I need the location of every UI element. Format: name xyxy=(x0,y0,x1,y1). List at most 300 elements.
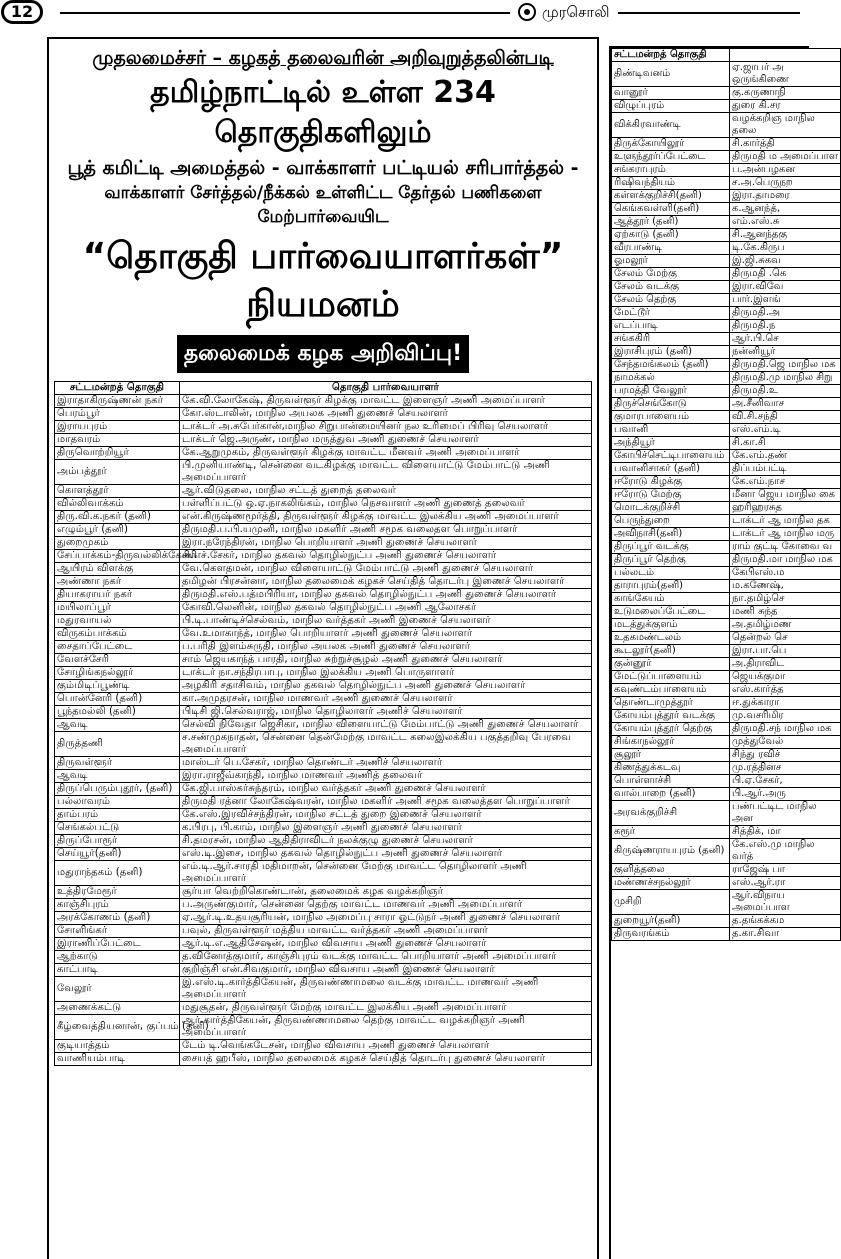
constituency-cell: ஆயிரம் விளக்கு xyxy=(55,563,180,576)
constituency-cell: குமாரபாளையம் xyxy=(612,411,730,424)
table-row xyxy=(55,886,592,899)
observer-cell: துரை கி.சர xyxy=(730,100,841,113)
table-row xyxy=(55,693,592,706)
observer-cell: ச.சண்முகநாதன், சென்னை தென்மேற்கு மாவட்ட கலைஇலக்கிய பகுத்தறிவு பேரவை அமைப்பாளர் xyxy=(180,732,592,757)
constituency-cell: திருப்பூர் தெற்கு xyxy=(612,554,730,567)
side-column-header-observer xyxy=(730,49,841,62)
table-row xyxy=(55,421,592,434)
observer-cell: வழக்கறிஞ மாநில தலை xyxy=(730,113,841,138)
constituency-cell: அரவக்குறிச்சி xyxy=(612,801,730,826)
constituency-cell: உதகமண்டலம் xyxy=(612,632,730,645)
table-row xyxy=(612,749,841,762)
observer-cell: என்.கிருஷ்ணமூர்த்தி, திருவள்ளூர் கிழக்கு மாவட்ட இலக்கிய அணி அமைப்பாளர் xyxy=(180,511,592,524)
table-row xyxy=(55,563,592,576)
constituency-cell: விக்கிரவாண்டி xyxy=(612,113,730,138)
constituency-cell: மாதவரம் xyxy=(55,434,180,447)
observer-cell: ப.அன்பழகன xyxy=(730,164,841,177)
table-row xyxy=(55,524,592,537)
masthead xyxy=(510,0,618,24)
constituency-cell: வேலூர் xyxy=(55,977,180,1002)
constituency-cell: மயிலாப்பூர் xyxy=(55,602,180,615)
observer-cell: இரா.தாமரை xyxy=(730,190,841,203)
table-row xyxy=(612,541,841,554)
table-row xyxy=(55,925,592,938)
constituency-cell: கொளத்தூர் xyxy=(55,485,180,498)
rising-sun-emblem-icon xyxy=(518,3,536,21)
observer-cell: எம்.எஸ்.சு xyxy=(730,216,841,229)
constituency-cell: திருவரங்கம் xyxy=(612,928,730,941)
constituency-cell: ஆவடி xyxy=(55,719,180,732)
observer-cell: அ.சீனிவாச xyxy=(730,398,841,411)
constituency-cell: சங்ககிரி xyxy=(612,333,730,346)
constituency-cell: பெருந்துறை xyxy=(612,515,730,528)
observer-cell: கே.எம்.நாச xyxy=(730,476,841,489)
constituency-cell: மடத்துக்குளம் xyxy=(612,619,730,632)
observer-cell: திருமதி.மு மாநில சிறு xyxy=(730,372,841,385)
table-row xyxy=(612,359,841,372)
observer-cell: அழகிரி சதாசிவம், மாநில தகவல் தொழில்நுட்ப அணி துணைச் செயலாளர் xyxy=(180,680,592,693)
table-row xyxy=(612,424,841,437)
constituency-cell: துறையூர்(தனி) xyxy=(612,915,730,928)
table-row xyxy=(612,671,841,684)
constituency-cell: பரமத்தி வேலூர் xyxy=(612,385,730,398)
headline-block xyxy=(49,39,597,329)
observer-cell: ஹரிஹரசுத xyxy=(730,502,841,515)
observer-cell: இரா.நரேந்திரன், மாநில பொறியாளர் அணி துணைச் செயலாளர் xyxy=(180,537,592,550)
observer-cell: திருமதி.சந் மாநில மக xyxy=(730,723,841,736)
constituency-cell: பல்லாவரம் xyxy=(55,796,180,809)
constituency-cell: சங்கராபுரம் xyxy=(612,164,730,177)
constituency-cell: கள்ளக்குறிச்சி(தனி) xyxy=(612,190,730,203)
observer-cell: டாக்டர் நா.சந்திரபாபு, மாநில இலக்கிய அணி பொருளாளர் xyxy=(180,667,592,680)
table-row xyxy=(612,528,841,541)
constituency-cell: திருப்பூர் வடக்கு xyxy=(612,541,730,554)
table-row xyxy=(55,977,592,1002)
table-row xyxy=(612,839,841,864)
table-row xyxy=(612,87,841,100)
observer-cell: குறிஞ்சி என்.சிவகுமார், மாநில விவசாய அணி இணைச் செயலாளர் xyxy=(180,964,592,977)
headline-line-1: முதலமைச்சர் – கழகத் தலைவரின் அறிவுறுத்தலின்படி xyxy=(92,47,554,69)
table-row xyxy=(612,372,841,385)
table-row xyxy=(55,550,592,563)
table-row xyxy=(612,307,841,320)
observer-cell: ஆர்.டி.எ.ஆதிசேஷன், மாநில விவசாய அணி துணைச் செயலாளர் xyxy=(180,938,592,951)
observer-cell: சி.கா.சி xyxy=(730,437,841,450)
observer-cell: வி.சி.சந்தி xyxy=(730,411,841,424)
constituency-cell: விழுப்புரம் xyxy=(612,100,730,113)
observer-cell: இரா.ராஜீவ்காந்தி, மாநில மாணவர் அணித் தலைவர் xyxy=(180,770,592,783)
table-row xyxy=(612,890,841,915)
observer-cell: இ.ஜி.சுகவ xyxy=(730,255,841,268)
observer-cell: நன்னியூர் xyxy=(730,346,841,359)
observer-cell: திருமதி.அ xyxy=(730,307,841,320)
constituency-cell: கவுண்டம்பாளையம் xyxy=(612,684,730,697)
constituency-cell: செய்யூர்(தனி) xyxy=(55,848,180,861)
table-row xyxy=(55,447,592,460)
constituency-cell: ஆத்தூர் (தனி) xyxy=(612,216,730,229)
table-row xyxy=(612,164,841,177)
observer-cell: சி.ஆனந்தகு xyxy=(730,229,841,242)
table-row xyxy=(612,151,841,164)
constituency-cell: கோயம்புத்தூர் தெற்கு xyxy=(612,723,730,736)
table-row xyxy=(55,589,592,602)
observer-cell: கே.எஸ்.மு மாநில வர்த் xyxy=(730,839,841,864)
observer-cell: இ.எஸ்.டி.கார்த்திகேயன், திருவண்ணாமலை வடக்கு மாவட்ட மாணவர் அணி அமைப்பாளர் xyxy=(180,977,592,1002)
constituency-cell: திண்டிவனம் xyxy=(612,62,730,87)
table-row xyxy=(612,450,841,463)
constituency-cell: தியாகராயர் நகர் xyxy=(55,589,180,602)
constituency-cell: குடியாத்தம் xyxy=(55,1040,180,1053)
constituency-cell: சைதாப்பேட்டை xyxy=(55,641,180,654)
constituency-cell: பொள்ளாச்சி xyxy=(612,775,730,788)
constituency-cell: மேட்டூர் xyxy=(612,307,730,320)
constituency-cell: உத்திரமேரூர் xyxy=(55,886,180,899)
announcement-banner: தலைமைக் கழக அறிவிப்பு! xyxy=(177,335,469,373)
table-row xyxy=(612,502,841,515)
constituency-cell: ஆவடி xyxy=(55,770,180,783)
table-row xyxy=(612,762,841,775)
table-row xyxy=(612,333,841,346)
observer-cell: ஆர்.விடுதலை, மாநில சட்டத் துறைத் தலைவர் xyxy=(180,485,592,498)
observer-cell: இரா.விவே xyxy=(730,281,841,294)
observer-cell: ஆர்.பி.செ xyxy=(730,333,841,346)
observer-cell: ச.அ.பெருநற xyxy=(730,177,841,190)
constituency-cell: கோயம்புத்தூர் வடக்கு xyxy=(612,710,730,723)
constituency-cell: திரு.வி.க.நகர் (தனி) xyxy=(55,511,180,524)
table-row xyxy=(612,775,841,788)
observer-cell: டாக்டர் அ.சுபேர்கான்,மாநில சிறுபான்மையினர் நல உரிமைப் பிரிவு செயலாளர் xyxy=(180,421,592,434)
constituency-cell: கெங்கவள்ளி(தனி) xyxy=(612,203,730,216)
constituency-cell: துறைமுகம் xyxy=(55,537,180,550)
observer-cell: ம.கணேஷ், xyxy=(730,580,841,593)
constituency-cell: காஞ்சிபுரம் xyxy=(55,899,180,912)
observer-cell: ஏ.ஜாபர் அ ஒருங்கிணை xyxy=(730,62,841,87)
observer-cell: பி.டி.பாண்டிச்செல்வம், மாநில வர்த்தகர் அணி இணைச் செயலாளர் xyxy=(180,615,592,628)
observer-cell: கே.எஸ்.இரவிச்சந்திரன், மாநில சட்டத் துறை இணைச் செயலாளர் xyxy=(180,809,592,822)
constituency-cell: அந்தியூர் xyxy=(612,437,730,450)
observer-cell: பார்.இளங் xyxy=(730,294,841,307)
top-strip xyxy=(0,0,800,26)
table-row xyxy=(55,835,592,848)
constituency-cell: உடுமலைப்பேட்டை xyxy=(612,606,730,619)
table-row xyxy=(612,801,841,826)
table-row xyxy=(612,658,841,671)
table-row xyxy=(612,411,841,424)
observer-cell: எஸ்.எம்.டி xyxy=(730,424,841,437)
observer-cell: திருமதி.ந xyxy=(730,320,841,333)
table-row xyxy=(612,437,841,450)
observer-cell: வே.உமாகாந்த், மாநில பொறியாளர் அணி துணைச் செயலாளர் xyxy=(180,628,592,641)
observer-cell: மு.வசரிமிர xyxy=(730,710,841,723)
observer-cell: பள்ளிப்பட்டு ஒ.ஏ.நாகலிங்கம், மாநில நெசவாளர் அணி துணைத் தலைவர் xyxy=(180,498,592,511)
observer-table xyxy=(54,381,592,1066)
constituency-cell: திருத்தணி xyxy=(55,732,180,757)
observer-cell: மதுசூதன், திருவள்ளூர் மேற்கு மாவட்ட இலக்கிய அணி அமைப்பாளர் xyxy=(180,1002,592,1015)
constituency-cell: பவானி xyxy=(612,424,730,437)
observer-cell: கா.அமுதரசன், மாநில மாணவர் அணி துணைச் செயலாளர் xyxy=(180,693,592,706)
constituency-cell: சோளிங்கர் xyxy=(55,925,180,938)
table-row xyxy=(612,554,841,567)
table-row xyxy=(612,877,841,890)
constituency-cell: ரிஷிவந்தியம் xyxy=(612,177,730,190)
table-row xyxy=(612,515,841,528)
table-row xyxy=(612,489,841,502)
constituency-cell: கூடலூர்(தனி) xyxy=(612,645,730,658)
constituency-cell: வானூர் xyxy=(612,87,730,100)
observer-cell: கே.ஆறுமுகம், திருவள்ளூர் கிழக்கு மாவட்ட மீனவர் அணி அமைப்பாளர் xyxy=(180,447,592,460)
constituency-cell: மேட்டுப்பாளையம் xyxy=(612,671,730,684)
table-row xyxy=(612,229,841,242)
constituency-cell: ஏற்காடு (தனி) xyxy=(612,229,730,242)
constituency-cell: வீரபாண்டி xyxy=(612,242,730,255)
side-table-header-row xyxy=(612,49,841,62)
constituency-cell: இராதாகிருஷ்ணன் நகர் xyxy=(55,395,180,408)
table-row xyxy=(612,645,841,658)
constituency-cell: கரூர் xyxy=(612,826,730,839)
table-row xyxy=(55,912,592,925)
observer-cell: முத்துவேல் xyxy=(730,736,841,749)
table-row xyxy=(55,964,592,977)
table-row xyxy=(612,684,841,697)
constituency-cell: அண்ணா நகர் xyxy=(55,576,180,589)
observer-cell: திருமதி.ஜெ மாநில மக xyxy=(730,359,841,372)
table-row xyxy=(55,434,592,447)
table-row xyxy=(612,242,841,255)
constituency-cell: வேளச்சேரி xyxy=(55,654,180,667)
observer-cell: சி.தமரசன், மாநில ஆதிதிராவிடர் நலக்குழு துணைச் செயலாளர் xyxy=(180,835,592,848)
table-row xyxy=(612,268,841,281)
table-row xyxy=(612,294,841,307)
observer-cell: த.கா.சிவா xyxy=(730,928,841,941)
constituency-cell: ஈரோடு கிழக்கு xyxy=(612,476,730,489)
constituency-cell: சேந்தமங்கலம் (தனி) xyxy=(612,359,730,372)
table-row xyxy=(55,576,592,589)
observer-cell: கோ.ஸ்டாலின், மாநில அயலக அணி துணைச் செயலாளர் xyxy=(180,408,592,421)
constituency-cell: குன்னூர் xyxy=(612,658,730,671)
constituency-cell: கோபிச்செட்டிபாளையம் xyxy=(612,450,730,463)
constituency-cell: அவிநாசி(தனி) xyxy=(612,528,730,541)
table-row xyxy=(55,395,592,408)
table-row xyxy=(55,938,592,951)
table-row xyxy=(55,951,592,964)
headline-line-3: பூத் கமிட்டி அமைத்தல் - வாக்காளர் பட்டியல் சரிபார்த்தல் - xyxy=(67,157,579,179)
table-row xyxy=(55,654,592,667)
side-table-body xyxy=(612,62,841,941)
constituency-cell: சூலூர் xyxy=(612,749,730,762)
observer-cell: சி.எச்.சேகர், மாநில தகவல் தொழில்நுட்ப அணி துணைச் செயலாளர் xyxy=(180,550,592,563)
observer-cell: ராஜேஷ் பா xyxy=(730,864,841,877)
observer-cell: திருமதி ம அமைப்பாள xyxy=(730,151,841,164)
table-row xyxy=(612,398,841,411)
table-row xyxy=(612,62,841,87)
constituency-cell: தாராபுரம்(தனி) xyxy=(612,580,730,593)
observer-cell: பிடிசி ஜி.செல்வராஜ், மாநில தொழிலாளர் அணிச் செயலாளர் xyxy=(180,706,592,719)
table-row xyxy=(55,899,592,912)
table-row xyxy=(55,1040,592,1053)
observer-cell: சூர்யா வெற்றிகொண்டான், தலைமைக் கழக வழக்கறிஞர் xyxy=(180,886,592,899)
headline-line-2: தமிழ்நாட்டில் உள்ள 234 தொகுதிகளிலும் xyxy=(150,75,496,150)
constituency-cell: கிருஷ்ணராயபுரம் (தனி) xyxy=(612,839,730,864)
table-row xyxy=(612,826,841,839)
table-row xyxy=(612,346,841,359)
observer-cell: தென்றல் செ xyxy=(730,632,841,645)
table-row xyxy=(55,615,592,628)
observer-cell: கு.கருணாநி xyxy=(730,87,841,100)
table-row xyxy=(612,580,841,593)
observer-cell: பவுல், திருவள்ளூர் மத்திய மாவட்ட வர்த்தகர் அணி அமைப்பாளர் xyxy=(180,925,592,938)
observer-cell: வே.கௌதமன், மாநில விளையாட்டு மேம்பாட்டு அணி துணைச் செயலாளர் xyxy=(180,563,592,576)
observer-cell: நா.தமிழ்செ xyxy=(730,593,841,606)
observer-cell: இரா.பா.பெ xyxy=(730,645,841,658)
constituency-cell: கும்மிடிப்பூண்டி xyxy=(55,680,180,693)
table-row xyxy=(55,1053,592,1066)
constituency-cell: சிங்காநல்லூர் xyxy=(612,736,730,749)
constituency-cell: ஓமலூர் xyxy=(612,255,730,268)
observer-cell: செல்வி நிவேதா ஜெசிகா, மாநில விளையாட்டு மேம்பாட்டு அணி துணைச் செயலாளர் xyxy=(180,719,592,732)
constituency-cell: விருகம்பாக்கம் xyxy=(55,628,180,641)
constituency-cell: திருவள்ளூர் xyxy=(55,757,180,770)
constituency-cell: தொண்டாமுத்தூர் xyxy=(612,697,730,710)
constituency-cell: முசிறி xyxy=(612,890,730,915)
observer-cell: சையத் ஹபீஸ், மாநில தலைமைக் கழகச் செய்தித் தொடர்பு துணைச் செயலாளர் xyxy=(180,1053,592,1066)
constituency-cell: காட்பாடி xyxy=(55,964,180,977)
observer-cell: சி.கார்த்தி xyxy=(730,138,841,151)
table-row xyxy=(612,697,841,710)
continued-observer-table xyxy=(611,48,841,941)
observer-cell: திருமதி.எஸ்.பத்மபிரியா, மாநில தகவல் தொழில்நுட்ப அணி துணைச் செயலாளர் xyxy=(180,589,592,602)
constituency-cell: திருவொற்றியூர் xyxy=(55,447,180,460)
table-row xyxy=(55,848,592,861)
observer-cell: கோவி.லெனின், மாநில தகவல் தொழில்நுட்ப அணி ஆலோசகர் xyxy=(180,602,592,615)
constituency-cell: திருச்செங்கோடு xyxy=(612,398,730,411)
constituency-cell: கீழ்வைத்தியனான், குப்பம் (தனி) xyxy=(55,1015,180,1040)
constituency-cell: வாணியம்பாடி xyxy=(55,1053,180,1066)
constituency-cell: திருப்பெரும்புதூர், (தனி) xyxy=(55,783,180,796)
observer-cell: கேபிஎஸ்.ம xyxy=(730,567,841,580)
table-row xyxy=(612,736,841,749)
table-row xyxy=(612,864,841,877)
table-row xyxy=(55,732,592,757)
observer-cell: மாஸ்டர் பெ.சேகர், மாநில தொண்டர் அணிச் செயலாளர் xyxy=(180,757,592,770)
observer-cell: பண்பட்டிட மாநில அன xyxy=(730,801,841,826)
constituency-cell: திருக்கோயிலூர் xyxy=(612,138,730,151)
observer-cell: ஆர்.கார்த்திகேயன், திருவண்ணாமலை தெற்கு மாவட்ட வழக்கறிஞர் அணி அமைப்பாளர் xyxy=(180,1015,592,1040)
table-row xyxy=(612,476,841,489)
observer-cell: அ.திராவிட xyxy=(730,658,841,671)
table-row xyxy=(612,567,841,580)
table-row xyxy=(55,537,592,550)
observer-cell: த.தங்கக்கம xyxy=(730,915,841,928)
table-row xyxy=(612,216,841,229)
continued-table-panel xyxy=(609,46,838,1259)
table-header-row xyxy=(55,382,592,395)
observer-cell: ராம் குட்டி கோவை வ xyxy=(730,541,841,554)
table-row xyxy=(612,100,841,113)
observer-cell: க.ஆனந்த், xyxy=(730,203,841,216)
table-row xyxy=(612,203,841,216)
table-row xyxy=(55,706,592,719)
table-row xyxy=(612,177,841,190)
table-row xyxy=(612,915,841,928)
constituency-cell: கிணத்துக்கடவு xyxy=(612,762,730,775)
constituency-cell: சேலம் மேற்கு xyxy=(612,268,730,281)
observer-cell: மணி சுந்த xyxy=(730,606,841,619)
observer-cell: டி.கே.கிருப xyxy=(730,242,841,255)
constituency-cell: நாமக்கல் xyxy=(612,372,730,385)
table-row xyxy=(55,602,592,615)
table-row xyxy=(612,606,841,619)
observer-cell: திப்பம்பட்டி xyxy=(730,463,841,476)
observer-cell: மீனா ஜெய மாநில கை xyxy=(730,489,841,502)
observer-cell: சாம் ஜெயகாந்த் பாரதி, மாநில சுற்றுச்சூழல் அணி துணைச் செயலாளர் xyxy=(180,654,592,667)
observer-cell: எஸ்.டி.இசை, மாநில தகவல் தொழில்நுட்ப அணி துணைச் செயலாளர் xyxy=(180,848,592,861)
observer-cell: டாக்டர் ஜெ.அருண், மாநில மருத்துவ அணி துணைச் செயலாளர் xyxy=(180,434,592,447)
observer-cell: எம்.டி.ஆர்.சாரதி மதிமாறன், சென்னை மேற்கு மாவட்ட தொழிலாளர் அணி அமைப்பாளர் xyxy=(180,861,592,886)
observer-cell: பி.ஏ.சேகர், xyxy=(730,775,841,788)
table-row xyxy=(55,511,592,524)
constituency-cell: பவானிசாகர் (தனி) xyxy=(612,463,730,476)
observer-cell: பி.ஆர்.அரு xyxy=(730,788,841,801)
column-header-observer: தொகுதி பார்வையாளர் xyxy=(180,382,592,395)
constituency-cell: வால்பாறை (தனி) xyxy=(612,788,730,801)
header-rule xyxy=(60,12,800,14)
table-row xyxy=(55,628,592,641)
table-row xyxy=(55,485,592,498)
observer-cell: கே.எம்.தண் xyxy=(730,450,841,463)
constituency-cell: அரக்கோணம் (தனி) xyxy=(55,912,180,925)
table-row xyxy=(55,809,592,822)
table-row xyxy=(612,619,841,632)
observer-cell: சிந்து ரவிச் xyxy=(730,749,841,762)
table-row xyxy=(612,385,841,398)
observer-cell: ப.பரிதி இளம்சுருதி, மாநில அயலக அணி துணைச் செயலாளர் xyxy=(180,641,592,654)
constituency-cell: அணைக்கட்டு xyxy=(55,1002,180,1015)
constituency-cell: உளுந்தூர்ப்பேட்டை xyxy=(612,151,730,164)
constituency-cell: இராயபுரம் xyxy=(55,421,180,434)
constituency-cell: இராசிபுரம் (தனி) xyxy=(612,346,730,359)
constituency-cell: மதுரவாயல் xyxy=(55,615,180,628)
observer-cell: திருமதி ரத்னா லோகேஷ்வரன், மாநில மகளிர் அணி சமூக வலைத்தள பொறுப்பாளர் xyxy=(180,796,592,809)
constituency-cell: பெரம்பூர் xyxy=(55,408,180,421)
constituency-cell: சேலம் வடக்கு xyxy=(612,281,730,294)
table-row xyxy=(612,320,841,333)
constituency-cell: எடப்பாடி xyxy=(612,320,730,333)
table-row xyxy=(55,1015,592,1040)
table-row xyxy=(612,788,841,801)
constituency-cell: எழும்பூர் (தனி) xyxy=(55,524,180,537)
observer-cell: டாக்டர் ஆ மாநில தக xyxy=(730,515,841,528)
observer-cell: திருமதி.மா மாநில மக xyxy=(730,554,841,567)
table-row xyxy=(55,667,592,680)
observer-cell: திருமதி .கெ xyxy=(730,268,841,281)
table-row xyxy=(612,138,841,151)
table-row xyxy=(612,281,841,294)
constituency-cell: ஈரோடு மேற்கு xyxy=(612,489,730,502)
observer-cell: எஸ்.ஆர்.ரா xyxy=(730,877,841,890)
observer-cell: கே.வி.லோகேஷ், திருவள்ளூர் கிழக்கு மாவட்ட இளைஞர் அணி அமைப்பாளர் xyxy=(180,395,592,408)
headline-line-4: வாக்காளர் சேர்த்தல்/நீக்கல் உள்ளிட்ட தேர்தல் பணிகளை மேற்பார்வையிட xyxy=(104,183,542,227)
constituency-cell: ஆற்காடு xyxy=(55,951,180,964)
table-row xyxy=(612,255,841,268)
table-row xyxy=(612,710,841,723)
constituency-cell: சோழிங்கநல்லூர் xyxy=(55,667,180,680)
observer-cell: மு.ரத்தினச xyxy=(730,762,841,775)
table-row xyxy=(612,463,841,476)
table-row xyxy=(612,113,841,138)
table-row xyxy=(55,1002,592,1015)
table-row xyxy=(612,593,841,606)
observer-cell: தமிழன் பிரசன்னா, மாநில தலைமைக் கழகச் செய்தித் தொடர்பு இணைச் செயலாளர் xyxy=(180,576,592,589)
